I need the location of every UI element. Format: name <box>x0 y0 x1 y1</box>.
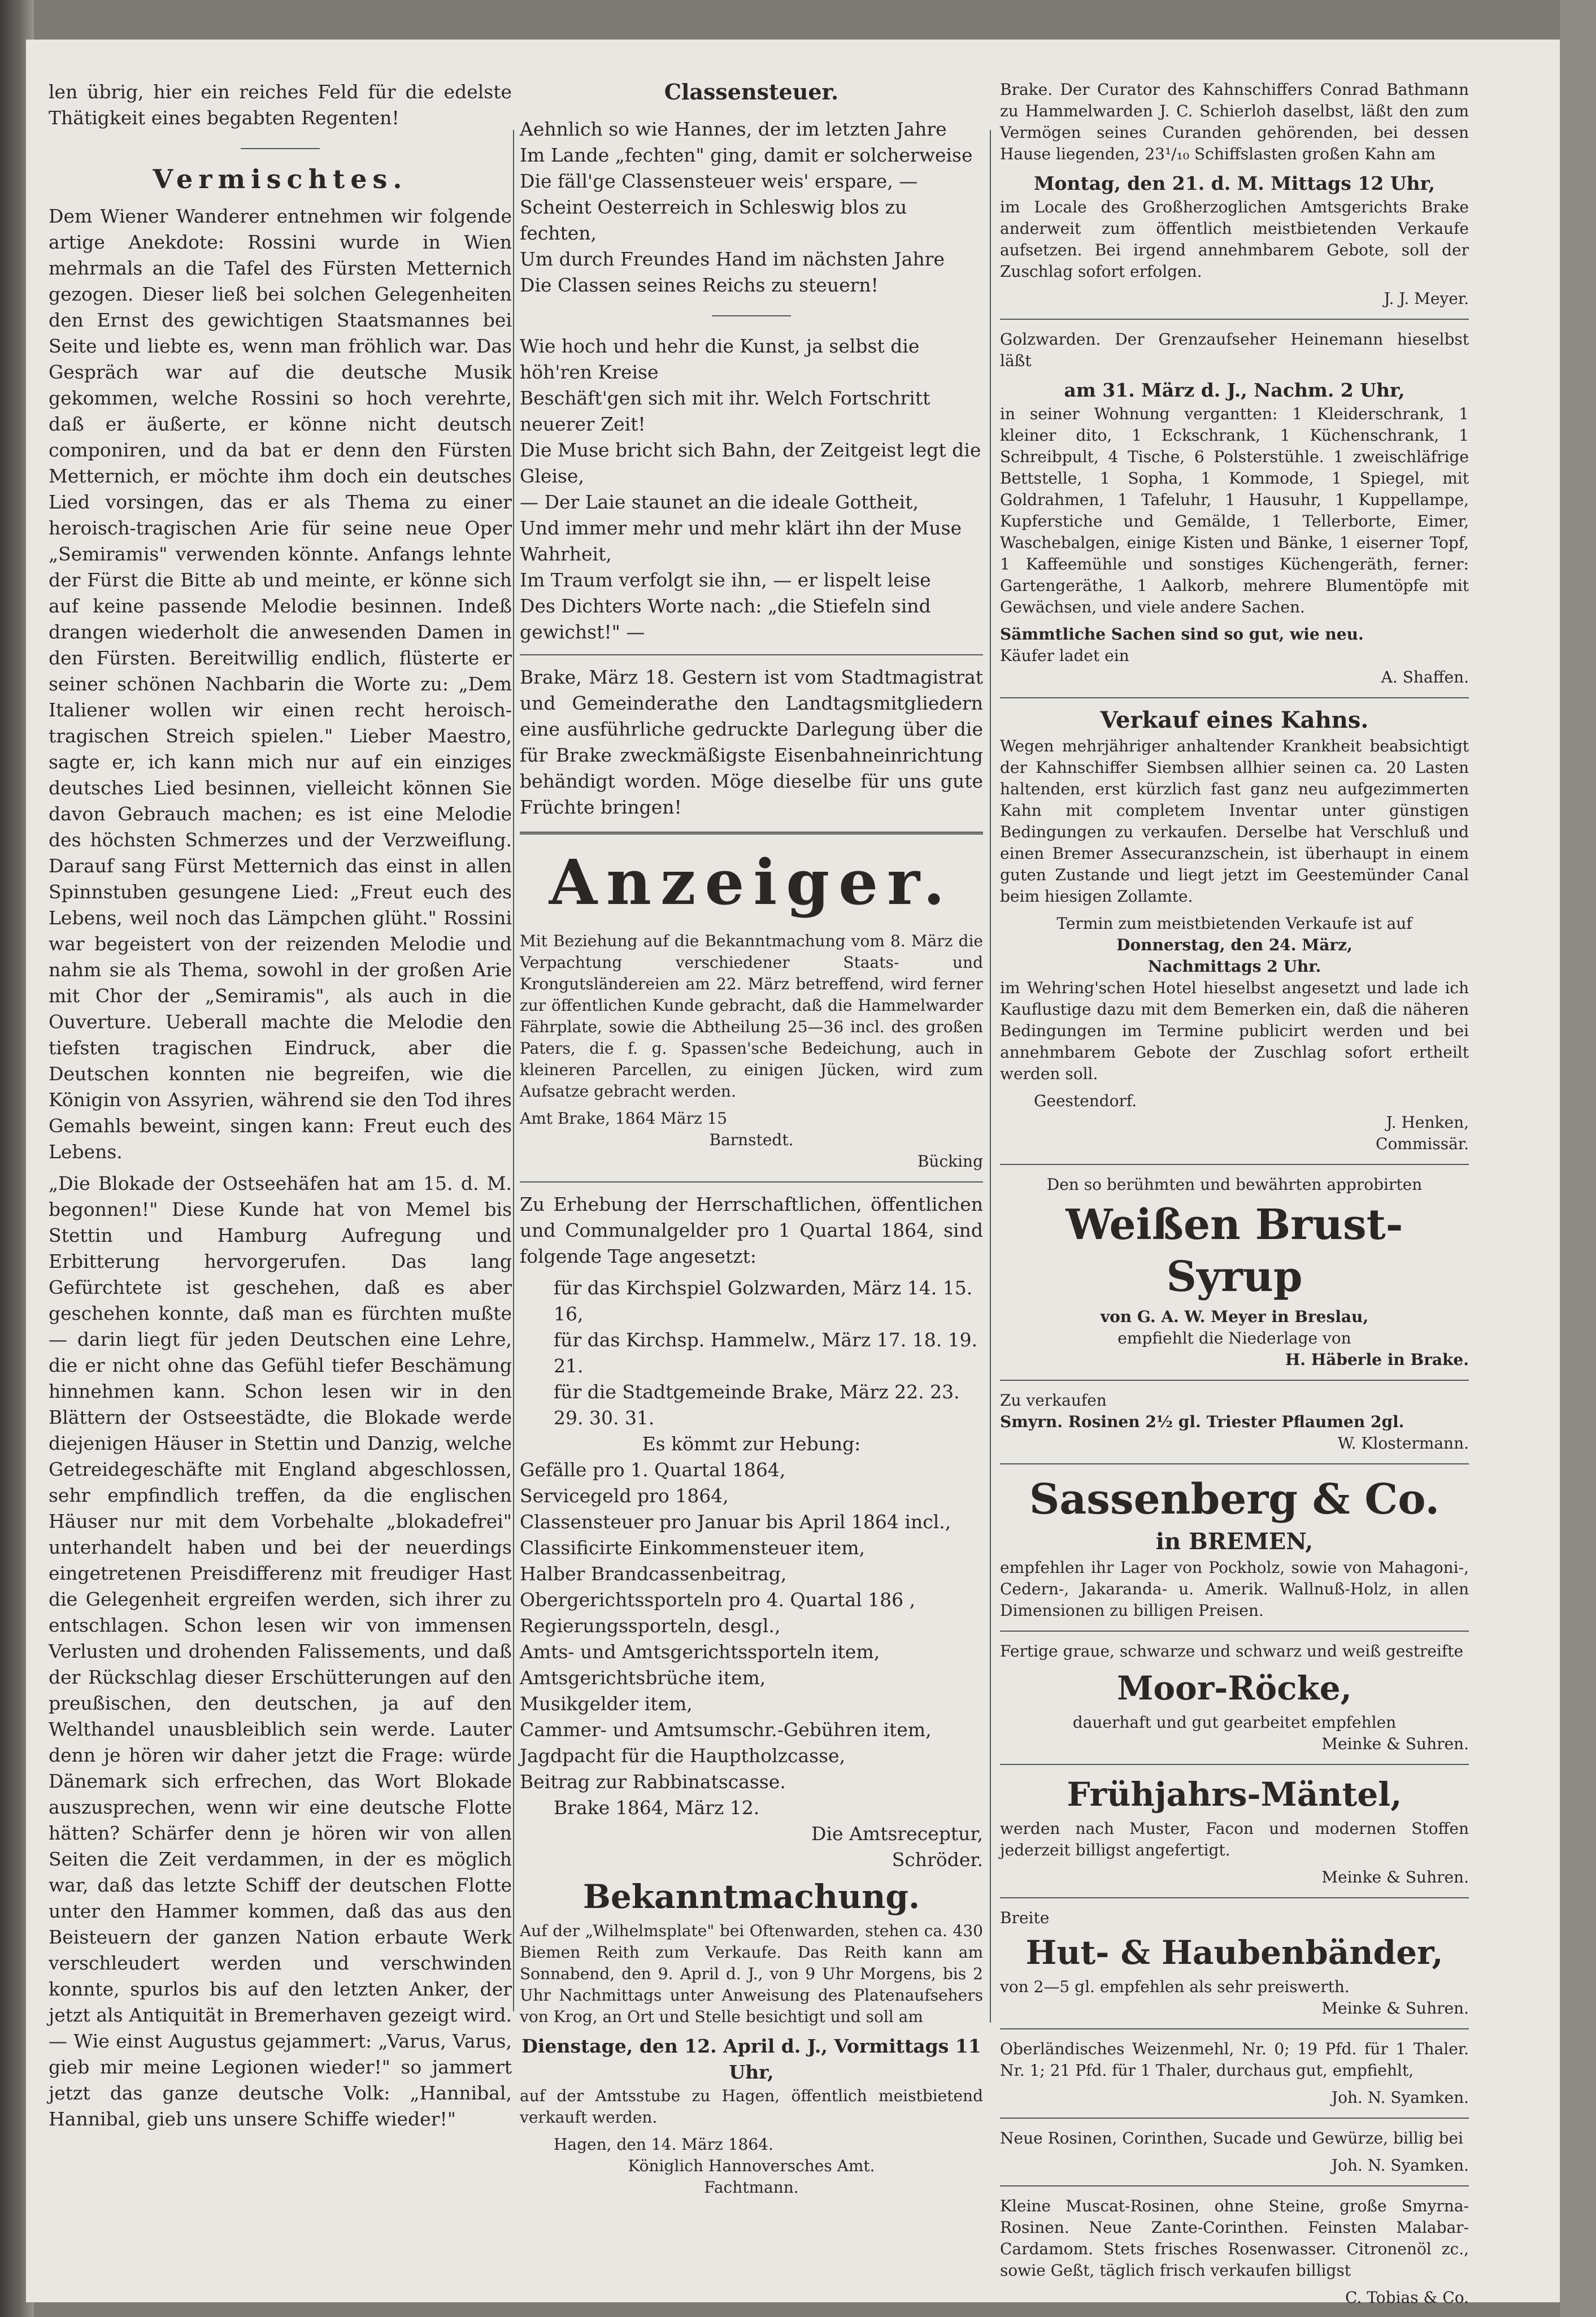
notice-subheading: Es kömmt zur Hebung: <box>642 1433 861 1455</box>
ad-golzwarden: Golzwarden. Der Grenzaufseher Heinemann hieselbst läßt <box>1000 330 1469 370</box>
column-3 <box>1000 79 1469 2309</box>
ad-weizenmehl-text: Oberländisches Weizenmehl, Nr. 0; 19 Pfd. für 1 Thaler. Nr. 1; 21 Pfd. für 1 Thaler, durchaus gut, empfiehlt, <box>1000 2040 1469 2080</box>
separator <box>1000 1631 1469 1632</box>
ad-maentel-text: werden nach Muster, Facon und modernen Stoffen jederzeit billigst angefertigt. <box>1000 1819 1469 1859</box>
list-item: Servicegeld pro 1864, <box>520 1485 729 1507</box>
ad-syrup-maker: von G. A. W. Meyer in Breslau, <box>1100 1307 1369 1326</box>
separator <box>520 1181 983 1183</box>
ad-golzwarden-sign: A. Shaffen. <box>1381 668 1469 686</box>
separator <box>1000 2185 1469 2186</box>
notice-sign-name: Barnstedt. <box>709 1131 794 1149</box>
ad-rosinen-text: Smyrn. Rosinen 2½ gl. Triester Pflaumen 2gl. <box>1000 1412 1404 1431</box>
poem-line: Im Lande „fechten" ging, damit er solcherweise <box>520 144 973 166</box>
bekanntmachung-text: Auf der „Wilhelmsplate" bei Oftenwarden, stehen ca. 430 Biemen Reith zum Verkaufe. Das Reith kann am Sonnabend, den 9. April d. J., von 9 Uhr Morgens, bis 2 Uhr Nachmittags unter Anweisung des Platenaufsehers von Krog, an Ort und Stelle besichtigt und soll am <box>520 1922 983 2026</box>
poem-line: Und immer mehr und mehr klärt ihn der Muse Wahrheit, <box>520 517 962 565</box>
ad-weizenmehl-sign: Joh. N. Syamken. <box>1331 2088 1469 2107</box>
list-item: Musikgelder item, <box>520 1693 693 1715</box>
list-item: Obergerichtssporteln pro 4. Quartal 186 , <box>520 1589 916 1611</box>
column-divider-1 <box>513 130 514 2011</box>
poem-line: Im Traum verfolgt sie ihn, — er lispelt leise <box>520 569 931 591</box>
poem-line: Die Classen seines Reichs zu steuern! <box>520 274 879 296</box>
double-rule <box>520 832 983 834</box>
ad-rosinen-sign: W. Klostermann. <box>1337 1434 1469 1453</box>
notice-erhebung: Zu Erhebung der Herrschaftlichen, öffentlichen und Communalgelder pro 1 Quartal 1864, sind folgende Tage angesetzt: <box>520 1193 983 1267</box>
poem-line: Wie hoch und hehr die Kunst, ja selbst die höh'ren Kreise <box>520 335 920 383</box>
ad-verkauf-time: Nachmittags 2 Uhr. <box>1147 957 1321 976</box>
ad-tobias-sign: C. Tobias & Co. <box>1345 2288 1469 2307</box>
ad-golzwarden-date: am 31. März d. J., Nachm. 2 Uhr, <box>1064 379 1405 401</box>
anzeiger-heading: Anzeiger. <box>549 846 954 919</box>
ad-verkauf-text: Wegen mehrjähriger anhaltender Krankheit beabsichtigt der Kahnschiffer Siembsen allhier seinen ca. 20 Lasten haltenden, erst kürzlich fast ganz neu aufgezimmerten Kahn mit completem Inventar unter günstigen Bedingungen zu verkaufen. Derselbe hat Verschluß und einen Bremer Assecuranzschein, ist überhaupt in einem guten Zustande und liegt jetzt im Geestemünder Canal beim hiesigen Zollamte. <box>1000 737 1469 906</box>
list-item: Classensteuer pro Januar bis April 1864 incl., <box>520 1511 951 1533</box>
separator <box>1000 1897 1469 1898</box>
ad-verkauf-text-2: im Wehring'schen Hotel hieselbst angesetzt und lade ich Kauflustige dazu mit dem Bemerken ein, daß die näheren Bedingungen im Termine publicirt werden und bei annehmbarem Gebote der Zuschlag sofort ertheilt werden soll. <box>1000 979 1469 1083</box>
bekanntmachung-text-2: auf der Amtsstube zu Hagen, öffentlich meistbietend verkauft werden. <box>520 2086 983 2127</box>
separator <box>1000 1463 1469 1464</box>
poem-line: Beschäft'gen sich mit ihr. Welch Fortschritt neuerer Zeit! <box>520 387 930 435</box>
bekanntmachung-heading: Bekanntmachung. <box>582 1877 920 1916</box>
notice-sign-name: Schröder. <box>892 1849 983 1871</box>
list-item: Amtsgerichtsbrüche item, <box>520 1667 766 1689</box>
ad-verkauf-date: Donnerstag, den 24. März, <box>1116 936 1353 954</box>
notice-sign-amt: Amt Brake, 1864 März 15 <box>520 1109 728 1128</box>
ad-verkauf-termin: Termin zum meistbietenden Verkaufe ist auf <box>1056 914 1412 933</box>
separator <box>712 315 791 316</box>
separator <box>1000 1164 1469 1165</box>
poem-line: Aehnlich so wie Hannes, der im letzten Jahre <box>520 118 947 140</box>
intro-text: len übrig, hier ein reiches Feld für die edelste Thätigkeit eines begabten Regenten! <box>49 81 512 129</box>
ad-kahn-sign: J. J. Meyer. <box>1384 289 1469 308</box>
notice-sign-office: Die Amtsreceptur, <box>811 1823 983 1845</box>
list-item: Regierungssporteln, desgl., <box>520 1615 781 1637</box>
ad-baender-sign: Meinke & Suhren. <box>1321 1999 1469 2018</box>
poem-line: Um durch Freundes Hand im nächsten Jahre <box>520 248 945 270</box>
bekanntmachung-sign-office: Königlich Hannoversches Amt. <box>628 2157 875 2175</box>
separator <box>241 148 320 149</box>
ad-verkauf-place: Geestendorf. <box>1034 1092 1137 1110</box>
list-item: Classificirte Einkommensteuer item, <box>520 1537 866 1559</box>
column-divider-2 <box>990 130 991 2023</box>
ad-tobias-text: Kleine Muscat-Rosinen, ohne Steine, große Smyrna-Rosinen. Neue Zante-Corinthen. Feinsten Malabar-Cardamom. Stets frisches Rosenwasser. Citronenöl zc., sowie Geßt, täglich frisch verkaufen billigst <box>1000 2197 1469 2280</box>
poem-title: Classensteuer. <box>664 79 839 105</box>
ad-syrup-seller: H. Häberle in Brake. <box>1285 1350 1469 1369</box>
separator <box>1000 319 1469 320</box>
ad-kahn-brake: Brake. Der Curator des Kahnschiffers Conrad Bathmann zu Hammelwarden J. C. Schierloh daselbst, läßt den zum Vermögen seines Curanden gehörenden, bei dessen Hause liegenden, 23¹/₁₀ Schiffslasten großen Kahn am <box>1000 80 1469 163</box>
anecdote-paragraph: Dem Wiener Wanderer entnehmen wir folgende artige Anekdote: Rossini wurde in Wien mehrmals an die Tafel des Fürsten Metternich gezogen. Dieser ließ bei solchen Gelegenheiten den Ernst des gewichtigen Staatsmannes bei Seite und liebte es, wenn man fröhlich war. Das Gespräch war auf die deutsche Musik gekommen, welche Rossini so hoch verehrte, daß er äußerte, er könne nicht deutsch componiren, und da bat er denn den Fürsten Metternich, er möchte ihm doch ein deutsches Lied vorsingen, das er als Thema zu einer heroisch-tragischen Arie für seine neue Oper „Semiramis" verwenden könnte. Anfangs lehnte der Fürst die Bitte ab und meinte, er könne sich auf keine passende Melodie besinnen. Indeß drangen wiederholt die anwesenden Damen in den Fürsten. Bereitwillig endlich, flüsterte er seiner schönen Nachbarin die Worte zu: „Dem Italiener wollen wir einen recht heroisch-tragischen Streich spielen." Lieber Maestro, sagte er, ich kann mich nur auf ein einziges deutsches Lied besinnen, vielleicht können Sie davon Gebrauch machen; es ist eine Melodie des höchsten Schmerzes und der Verzweiflung. Darauf sang Fürst Metternich das einst in allen Spinnstuben gesungene Lied: „Freut euch des Lebens, weil noch das Lämpchen glüht." Rossini war begeistert von der reizenden Melodie und nahm sie als Thema, sowohl in der großen Arie mit Chor der „Semiramis", als auch in die Ouverture. Ueberall machte die Melodie den tiefsten tragischen Eindruck, aber die Deutschen konnten nie begreifen, wie die Königin von Assyrien, während sie den Tod ihres Gemahls beweint, singen kann: Freut euch des Lebens. <box>49 205 512 1163</box>
ad-kahn-text: im Locale des Großherzoglichen Amtsgerichts Brake anderweit zum öffentlich meistbietenden Verkaufe aufsetzen. Bei irgend annehmbarem Gebote, soll der Zuschlag sofort erfolgen. <box>1000 198 1469 281</box>
column-2 <box>520 79 983 2198</box>
section-heading-vermischtes: Vermischtes. <box>153 164 408 194</box>
ad-syrup-heading: Weißen Brust-Syrup <box>1066 1201 1403 1301</box>
ad-gewuerze-sign: Joh. N. Syamken. <box>1331 2156 1469 2175</box>
schedule-line: für das Kirchsp. Hammelw., März 17. 18. 19. 21. <box>554 1329 978 1377</box>
bekanntmachung-sign-date: Hagen, den 14. März 1864. <box>554 2135 773 2154</box>
separator <box>1000 2028 1469 2029</box>
ad-moorroecke-text-2: dauerhaft und gut gearbeitet empfehlen <box>1072 1713 1397 1732</box>
ad-golzwarden-text: in seiner Wohnung vergantten: 1 Kleiderschrank, 1 kleiner dito, 1 Eckschrank, 1 Küchenschrank, 1 Schreibpult, 4 Tische, 6 Polsterstühle. 1 zweischläfrige Bettstelle, 1 Sopha, 1 Kommode, 1 Spiegel, mit Goldrahmen, 1 Tafeluhr, 1 Hausuhr, 1 Kuppellampe, Kupferstiche und Gemälde, 1 Tellerborte, Eimer, Waschebalgen, einige Kisten und Bänke, 1 eiserner Topf, 1 Kaffeemühle und sonstiges Küchengeräth, ferner: Gartengeräthe, 1 Aalkorb, mehrere Blumentöpfe mit Gewächsen, und viele andere Sachen. <box>1000 405 1469 616</box>
list-item: Jagdpacht für die Hauptholzcasse, <box>520 1745 846 1767</box>
bekanntmachung-sign-name: Fachtmann. <box>704 2178 799 2197</box>
separator <box>1000 697 1469 698</box>
ad-verkauf-sign: J. Henken, <box>1386 1113 1469 1132</box>
ad-syrup-pre: Den so berühmten und bewährten approbirten <box>1046 1175 1423 1194</box>
ad-baender-pre: Breite <box>1000 1909 1050 1927</box>
scan-background-strip <box>1560 0 1596 2317</box>
ad-baender-heading: Hut- & Haubenbänder, <box>1025 1933 1443 1972</box>
column-1 <box>49 79 512 2138</box>
poem-classensteuer <box>520 116 983 298</box>
separator <box>1000 2118 1469 2119</box>
list-item: Amts- und Amtsgerichtssporteln item, <box>520 1641 880 1663</box>
poem-line: Des Dichters Worte nach: „die Stiefeln sind gewichst!" — <box>520 595 931 643</box>
ad-moorroecke-sign: Meinke & Suhren. <box>1321 1735 1469 1753</box>
poem-line: Scheint Oesterreich in Schleswig blos zu fechten, <box>520 196 907 244</box>
bekanntmachung-date: Dienstage, den 12. April d. J., Vormittags 11 Uhr, <box>521 2035 981 2083</box>
list-item: Beitrag zur Rabbinatscasse. <box>520 1771 786 1793</box>
list-item: Gefälle pro 1. Quartal 1864, <box>520 1459 786 1481</box>
poem-line: — Der Laie staunet an die ideale Gottheit, <box>520 491 919 513</box>
notice-sign-date: Brake 1864, März 12. <box>554 1797 760 1819</box>
separator <box>1000 1764 1469 1765</box>
poem-line: Die Muse bricht sich Bahn, der Zeitgeist legt die Gleise, <box>520 439 981 487</box>
ad-sassenberg-heading: Sassenberg & Co. <box>1029 1475 1440 1524</box>
ad-golzwarden-end: Käufer ladet ein <box>1000 646 1129 665</box>
ad-gewuerze-text: Neue Rosinen, Corinthen, Sucade und Gewürze, billig bei <box>1000 2129 1463 2148</box>
separator <box>1000 1380 1469 1381</box>
ad-verkauf-sign-role: Commissär. <box>1376 1134 1469 1153</box>
ad-maentel-heading: Frühjahrs-Mäntel, <box>1067 1775 1402 1814</box>
ad-moorroecke-text: Fertige graue, schwarze und schwarz und weiß gestreifte <box>1000 1642 1464 1660</box>
notice-hebung-list <box>520 1457 983 1795</box>
list-item: Halber Brandcassenbeitrag, <box>520 1563 787 1585</box>
ad-maentel-sign: Meinke & Suhren. <box>1321 1868 1469 1886</box>
ad-sassenberg-city: in BREMEN, <box>1155 1528 1314 1555</box>
ad-baender-text: von 2—5 gl. empfehlen als sehr preiswerth. <box>1000 1977 1350 1996</box>
poem-line: Die fäll'ge Classensteuer weis' erspare, — <box>520 170 918 192</box>
poem-kunst <box>520 333 983 645</box>
ad-golzwarden-bold: Sämmtliche Sachen sind so gut, wie neu. <box>1000 625 1364 644</box>
ad-sassenberg-text: empfehlen ihr Lager von Pockholz, sowie von Mahagoni-, Cedern-, Jakaranda- u. Amerik. Wallnuß-Holz, in allen Dimensionen zu billigen Preisen. <box>1000 1558 1469 1620</box>
schedule-line: für die Stadtgemeinde Brake, März 22. 23. 29. 30. 31. <box>554 1381 960 1429</box>
ad-moorroecke-heading: Moor-Röcke, <box>1117 1669 1352 1707</box>
notice-sign-name: Bücking <box>917 1152 983 1171</box>
list-item: Cammer- und Amtsumschr.-Gebühren item, <box>520 1719 932 1741</box>
schedule-line: für das Kirchspiel Golzwarden, März 14. 15. 16, <box>554 1277 973 1325</box>
news-brake: Brake, März 18. Gestern ist vom Stadtmagistrat und Gemeinderathe den Landtagsmitgliedern eine ausführliche gedruckte Darlegung über die für Brake zweckmäßigste Eisenbahneinrichtung behändigt worden. Möge dieselbe für uns gute Früchte bringen! <box>520 666 983 818</box>
notice-verpachtung: Mit Beziehung auf die Bekanntmachung vom 8. März die Verpachtung verschiedener Staats- und Krongutsländereien am 22. März betreffend, wird ferner zur öffentlichen Kunde gebracht, daß die Hammelwarder Fährplate, sowie die Abtheilung 25—36 incl. des großen Paters, die f. g. Spassen'sche Bedeichung, auch in kleineren Parcellen, zu einigen Jücken, wird zum Aufsatze gebracht werden. <box>520 932 983 1101</box>
ad-syrup-text: empfiehlt die Niederlage von <box>1117 1329 1351 1347</box>
ad-rosinen-pre: Zu verkaufen <box>1000 1391 1107 1410</box>
ad-kahn-date: Montag, den 21. d. M. Mittags 12 Uhr, <box>1034 172 1435 194</box>
ad-verkauf-heading: Verkauf eines Kahns. <box>1100 707 1369 733</box>
blockade-paragraph: „Die Blokade der Ostseehäfen hat am 15. d. M. begonnen!" Diese Kunde hat von Memel bis Stettin und Hamburg Aufregung und Erbitterung hervorgerufen. Das lang Gefürchtete ist geschehen, daß es aber geschehen konnte, daß man es fürchten mußte — darin liegt für jeden Deutschen eine Lehre, die er nicht ohne das Gefühl tiefer Beschämung hinnehmen kann. Schon lesen wir in den Blättern der Ostseestädte, die Blokade werde diejenigen Häuser in Stettin und Danzig, welche Getreidegeschäfte mit England abgeschlossen, sehr empfindlich treffen, da die englischen Häuser nur mit dem Vorbehalte „blokadefrei" unterhandelt haben und bei der neuerdings eingetretenen Preisdifferenz mit freudiger Hast die Gelegenheit ergreifen werden, sich ihrer zu entschlagen. Schon lesen wir von immensen Verlusten und drohenden Falissements, und daß der Rückschlag dieser Erschütterungen auf den preußischen, den deutschen, ja auf den Welthandel unausbleiblich sein werde. Lauter denn je hören wir daher jetzt die Frage: würde Dänemark sich erfrechen, das Wort Blokade auszusprechen, wenn wir eine deutsche Flotte hätten? Schärfer denn je hören wir von allen Seiten die Zeit verdammen, in der es möglich war, daß das letzte Schiff der deutschen Flotte unter den Hammer kommen, daß das aus den Beisteuern der ganzen Nation erbaute Werk verschleudert werden und verschwinden konnte, spurlos bis auf den letzten Anker, der jetzt als Antiquität in Bremerhaven gezeigt wird. — Wie einst Augustus gejammert: „Varus, Varus, gieb mir meine Legionen wieder!" so jammert jetzt das ganze deutsche Volk: „Hannibal, Hannibal, gieb uns unsere Schiffe wieder!" <box>49 1172 512 2130</box>
separator <box>520 654 983 655</box>
notice-schedule <box>520 1275 983 1431</box>
